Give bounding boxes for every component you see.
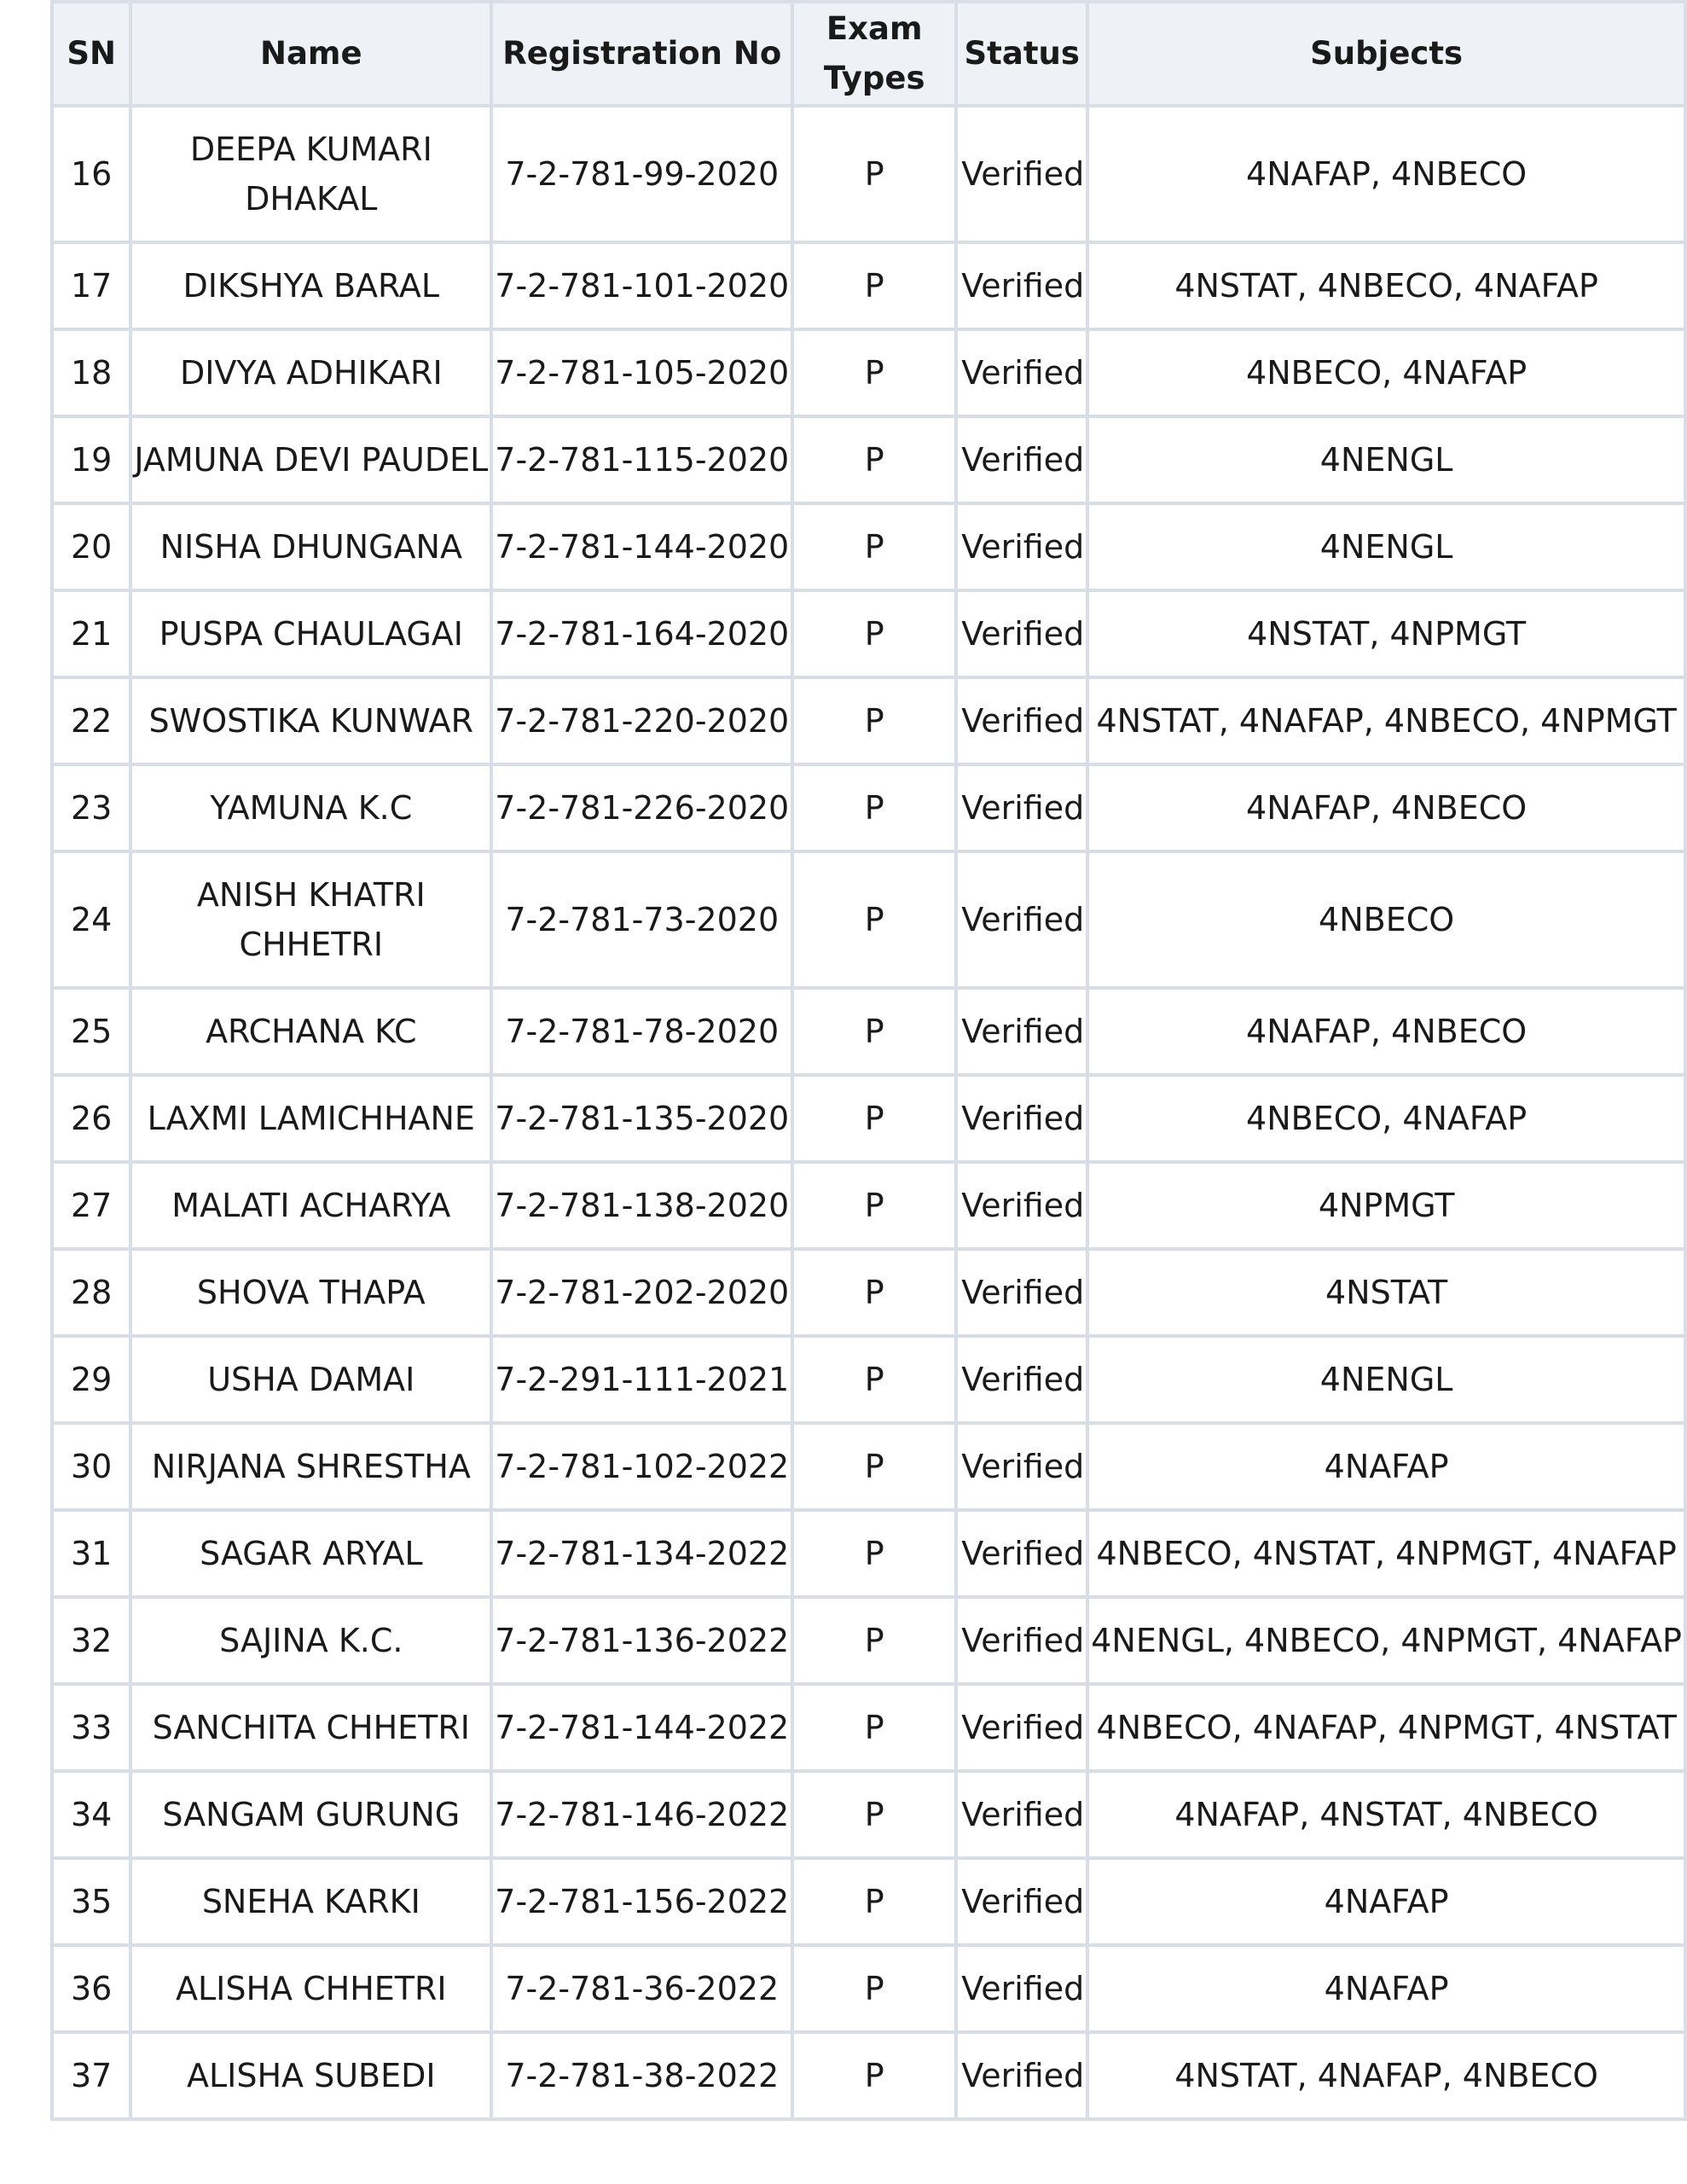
name-cell: SNEHA KARKI — [130, 1858, 491, 1945]
name-cell: SANGAM GURUNG — [130, 1771, 491, 1858]
subjects-cell: 4NAFAP, 4NSTAT, 4NBECO — [1087, 1771, 1685, 1858]
registration-cell: 7-2-781-134-2022 — [491, 1510, 792, 1597]
exam-type-cell: P — [792, 677, 956, 764]
status-cell: Verified — [956, 329, 1087, 416]
name-cell: PUSPA CHAULAGAI — [130, 590, 491, 677]
sn-cell: 24 — [52, 851, 130, 988]
exam-type-cell: P — [792, 988, 956, 1075]
exam-type-cell: P — [792, 1075, 956, 1162]
subjects-cell: 4NBECO, 4NSTAT, 4NPMGT, 4NAFAP — [1087, 1510, 1685, 1597]
exam-type-cell: P — [792, 1336, 956, 1423]
sn-cell: 21 — [52, 590, 130, 677]
sn-cell: 35 — [52, 1858, 130, 1945]
table-row — [52, 988, 1685, 1075]
status-cell: Verified — [956, 1858, 1087, 1945]
name-cell: MALATI ACHARYA — [130, 1162, 491, 1249]
results-table — [50, 0, 1687, 2121]
registration-cell: 7-2-781-226-2020 — [491, 764, 792, 851]
sn-cell: 16 — [52, 106, 130, 242]
table-row — [52, 1423, 1685, 1510]
name-cell: ARCHANA KC — [130, 988, 491, 1075]
header-exam-types: Exam Types — [792, 2, 956, 106]
table-row — [52, 242, 1685, 329]
status-cell: Verified — [956, 1162, 1087, 1249]
subjects-cell: 4NBECO — [1087, 851, 1685, 988]
table-row — [52, 503, 1685, 590]
status-cell: Verified — [956, 764, 1087, 851]
subjects-cell: 4NSTAT, 4NPMGT — [1087, 590, 1685, 677]
table-body — [52, 106, 1685, 2119]
status-cell: Verified — [956, 1336, 1087, 1423]
subjects-cell: 4NSTAT, 4NAFAP, 4NBECO — [1087, 2032, 1685, 2119]
exam-type-cell: P — [792, 1684, 956, 1771]
name-cell: ANISH KHATRI CHHETRI — [130, 851, 491, 988]
sn-cell: 29 — [52, 1336, 130, 1423]
status-cell: Verified — [956, 503, 1087, 590]
name-cell: USHA DAMAI — [130, 1336, 491, 1423]
status-cell: Verified — [956, 590, 1087, 677]
name-cell: SWOSTIKA KUNWAR — [130, 677, 491, 764]
header-name: Name — [130, 2, 491, 106]
exam-type-cell: P — [792, 1162, 956, 1249]
subjects-cell: 4NAFAP, 4NBECO — [1087, 988, 1685, 1075]
registration-cell: 7-2-781-144-2022 — [491, 1684, 792, 1771]
status-cell: Verified — [956, 1075, 1087, 1162]
sn-cell: 26 — [52, 1075, 130, 1162]
subjects-cell: 4NENGL, 4NBECO, 4NPMGT, 4NAFAP — [1087, 1597, 1685, 1684]
subjects-cell: 4NBECO, 4NAFAP — [1087, 329, 1685, 416]
name-cell: ALISHA CHHETRI — [130, 1945, 491, 2032]
name-cell: NIRJANA SHRESTHA — [130, 1423, 491, 1510]
subjects-cell: 4NENGL — [1087, 503, 1685, 590]
name-cell: SAGAR ARYAL — [130, 1510, 491, 1597]
subjects-cell: 4NAFAP, 4NBECO — [1087, 764, 1685, 851]
table-row — [52, 1075, 1685, 1162]
sn-cell: 19 — [52, 416, 130, 503]
status-cell: Verified — [956, 242, 1087, 329]
registration-cell: 7-2-781-164-2020 — [491, 590, 792, 677]
exam-type-cell: P — [792, 1771, 956, 1858]
registration-cell: 7-2-781-99-2020 — [491, 106, 792, 242]
registration-cell: 7-2-781-138-2020 — [491, 1162, 792, 1249]
registration-cell: 7-2-781-136-2022 — [491, 1597, 792, 1684]
registration-cell: 7-2-781-202-2020 — [491, 1249, 792, 1336]
subjects-cell: 4NSTAT, 4NBECO, 4NAFAP — [1087, 242, 1685, 329]
name-cell: JAMUNA DEVI PAUDEL — [130, 416, 491, 503]
registration-cell: 7-2-781-146-2022 — [491, 1771, 792, 1858]
registration-cell: 7-2-781-115-2020 — [491, 416, 792, 503]
status-cell: Verified — [956, 677, 1087, 764]
sn-cell: 27 — [52, 1162, 130, 1249]
exam-type-cell: P — [792, 2032, 956, 2119]
exam-type-cell: P — [792, 1249, 956, 1336]
table-row — [52, 1858, 1685, 1945]
sn-cell: 33 — [52, 1684, 130, 1771]
header-subjects: Subjects — [1087, 2, 1685, 106]
table-row — [52, 590, 1685, 677]
subjects-cell: 4NENGL — [1087, 416, 1685, 503]
registration-cell: 7-2-781-102-2022 — [491, 1423, 792, 1510]
registration-cell: 7-2-781-73-2020 — [491, 851, 792, 988]
registration-cell: 7-2-781-144-2020 — [491, 503, 792, 590]
name-cell: SANCHITA CHHETRI — [130, 1684, 491, 1771]
sn-cell: 28 — [52, 1249, 130, 1336]
status-cell: Verified — [956, 1249, 1087, 1336]
exam-type-cell: P — [792, 1423, 956, 1510]
registration-cell: 7-2-781-38-2022 — [491, 2032, 792, 2119]
status-cell: Verified — [956, 988, 1087, 1075]
table-row — [52, 1684, 1685, 1771]
sn-cell: 34 — [52, 1771, 130, 1858]
subjects-cell: 4NSTAT, 4NAFAP, 4NBECO, 4NPMGT — [1087, 677, 1685, 764]
status-cell: Verified — [956, 106, 1087, 242]
exam-type-cell: P — [792, 503, 956, 590]
sn-cell: 37 — [52, 2032, 130, 2119]
sn-cell: 23 — [52, 764, 130, 851]
subjects-cell: 4NENGL — [1087, 1336, 1685, 1423]
registration-cell: 7-2-781-135-2020 — [491, 1075, 792, 1162]
table-row — [52, 1945, 1685, 2032]
sn-cell: 25 — [52, 988, 130, 1075]
name-cell: NISHA DHUNGANA — [130, 503, 491, 590]
exam-type-cell: P — [792, 416, 956, 503]
table-row — [52, 1249, 1685, 1336]
status-cell: Verified — [956, 1597, 1087, 1684]
table-row — [52, 851, 1685, 988]
name-cell: DIVYA ADHIKARI — [130, 329, 491, 416]
status-cell: Verified — [956, 1771, 1087, 1858]
subjects-cell: 4NBECO, 4NAFAP, 4NPMGT, 4NSTAT — [1087, 1684, 1685, 1771]
registration-cell: 7-2-781-220-2020 — [491, 677, 792, 764]
exam-type-cell: P — [792, 106, 956, 242]
sn-cell: 32 — [52, 1597, 130, 1684]
exam-type-cell: P — [792, 764, 956, 851]
sn-cell: 17 — [52, 242, 130, 329]
header-registration: Registration No — [491, 2, 792, 106]
exam-type-cell: P — [792, 242, 956, 329]
table-row — [52, 1597, 1685, 1684]
exam-type-cell: P — [792, 1597, 956, 1684]
status-cell: Verified — [956, 2032, 1087, 2119]
header-sn: SN — [52, 2, 130, 106]
registration-cell: 7-2-781-78-2020 — [491, 988, 792, 1075]
name-cell: SHOVA THAPA — [130, 1249, 491, 1336]
exam-type-cell: P — [792, 329, 956, 416]
exam-type-cell: P — [792, 1510, 956, 1597]
status-cell: Verified — [956, 1423, 1087, 1510]
status-cell: Verified — [956, 1510, 1087, 1597]
name-cell: LAXMI LAMICHHANE — [130, 1075, 491, 1162]
table-row — [52, 764, 1685, 851]
table-row — [52, 1162, 1685, 1249]
header-row — [52, 2, 1685, 106]
exam-type-cell: P — [792, 590, 956, 677]
registration-cell: 7-2-781-156-2022 — [491, 1858, 792, 1945]
table-row — [52, 1771, 1685, 1858]
table-row — [52, 677, 1685, 764]
subjects-cell: 4NAFAP — [1087, 1423, 1685, 1510]
sn-cell: 22 — [52, 677, 130, 764]
table-row — [52, 329, 1685, 416]
header-status: Status — [956, 2, 1087, 106]
subjects-cell: 4NAFAP, 4NBECO — [1087, 106, 1685, 242]
sn-cell: 20 — [52, 503, 130, 590]
name-cell: DEEPA KUMARI DHAKAL — [130, 106, 491, 242]
table-row — [52, 1336, 1685, 1423]
subjects-cell: 4NAFAP — [1087, 1945, 1685, 2032]
subjects-cell: 4NAFAP — [1087, 1858, 1685, 1945]
sn-cell: 36 — [52, 1945, 130, 2032]
sn-cell: 18 — [52, 329, 130, 416]
table-row — [52, 416, 1685, 503]
exam-type-cell: P — [792, 851, 956, 988]
table-row — [52, 106, 1685, 242]
registration-cell: 7-2-781-101-2020 — [491, 242, 792, 329]
exam-type-cell: P — [792, 1945, 956, 2032]
exam-type-cell: P — [792, 1858, 956, 1945]
name-cell: YAMUNA K.C — [130, 764, 491, 851]
subjects-cell: 4NPMGT — [1087, 1162, 1685, 1249]
subjects-cell: 4NBECO, 4NAFAP — [1087, 1075, 1685, 1162]
table-row — [52, 2032, 1685, 2119]
sn-cell: 31 — [52, 1510, 130, 1597]
registration-cell: 7-2-781-36-2022 — [491, 1945, 792, 2032]
status-cell: Verified — [956, 851, 1087, 988]
registration-cell: 7-2-291-111-2021 — [491, 1336, 792, 1423]
status-cell: Verified — [956, 416, 1087, 503]
name-cell: SAJINA K.C. — [130, 1597, 491, 1684]
sn-cell: 30 — [52, 1423, 130, 1510]
name-cell: DIKSHYA BARAL — [130, 242, 491, 329]
subjects-cell: 4NSTAT — [1087, 1249, 1685, 1336]
table-row — [52, 1510, 1685, 1597]
status-cell: Verified — [956, 1945, 1087, 2032]
name-cell: ALISHA SUBEDI — [130, 2032, 491, 2119]
registration-cell: 7-2-781-105-2020 — [491, 329, 792, 416]
status-cell: Verified — [956, 1684, 1087, 1771]
